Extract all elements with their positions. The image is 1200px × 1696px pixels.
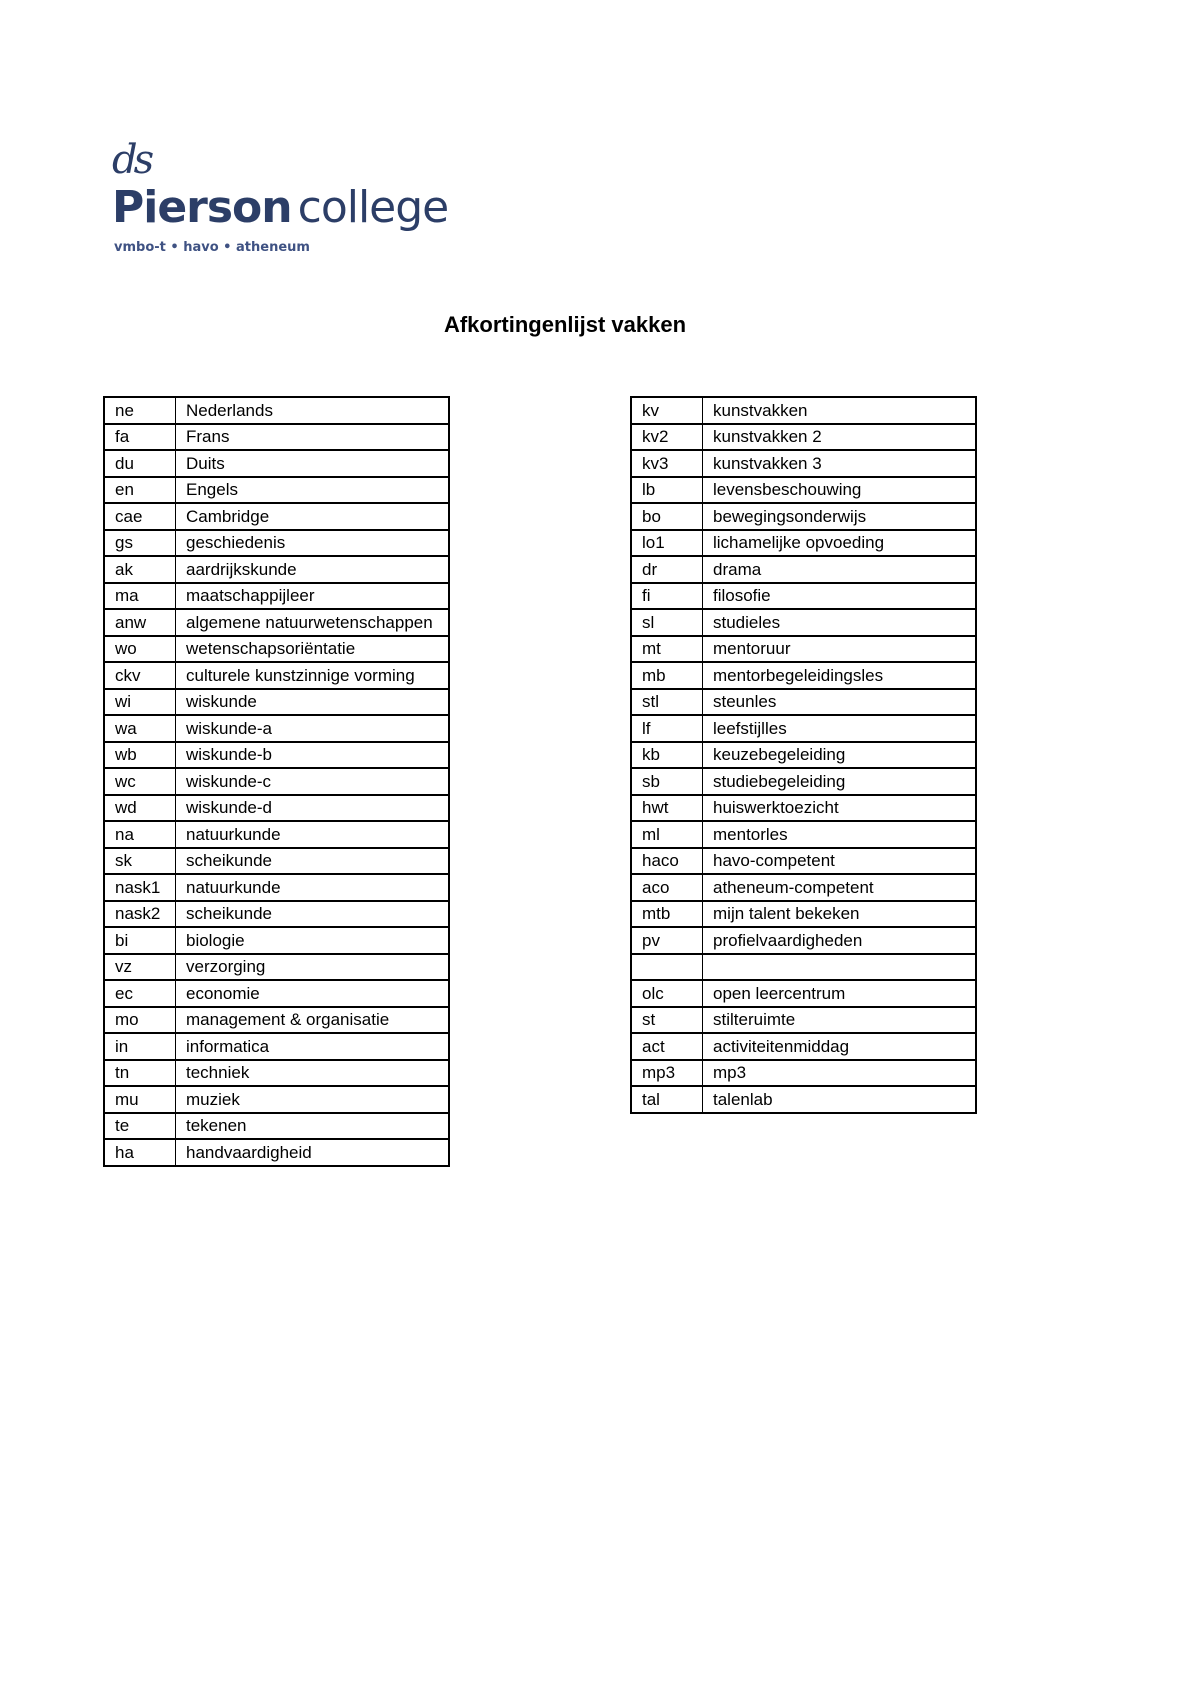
subject-name: verzorging bbox=[176, 954, 450, 981]
subject-name: Engels bbox=[176, 477, 450, 504]
table-row bbox=[104, 1086, 449, 1113]
abbreviation-code: wa bbox=[104, 715, 176, 742]
abbreviation-code: ckv bbox=[104, 662, 176, 689]
table-row bbox=[631, 583, 976, 610]
subject-name: culturele kunstzinnige vorming bbox=[176, 662, 450, 689]
table-row bbox=[631, 477, 976, 504]
subject-name: techniek bbox=[176, 1060, 450, 1087]
abbreviation-code: mb bbox=[631, 662, 703, 689]
table-row bbox=[104, 397, 449, 424]
table-row bbox=[631, 503, 976, 530]
table-row bbox=[104, 477, 449, 504]
table-row bbox=[104, 874, 449, 901]
subject-name: mentorbegeleidingsles bbox=[703, 662, 977, 689]
subject-name: open leercentrum bbox=[703, 980, 977, 1007]
abbreviation-code: kv2 bbox=[631, 424, 703, 451]
subject-name: maatschappijleer bbox=[176, 583, 450, 610]
table-row bbox=[631, 689, 976, 716]
logo-tagline: vmbo-t • havo • atheneum bbox=[114, 240, 310, 255]
table-row bbox=[631, 927, 976, 954]
subject-name: atheneum-competent bbox=[703, 874, 977, 901]
abbreviation-code: anw bbox=[104, 609, 176, 636]
subject-name: levensbeschouwing bbox=[703, 477, 977, 504]
table-row bbox=[104, 821, 449, 848]
abbreviation-code: kv3 bbox=[631, 450, 703, 477]
table-row bbox=[631, 980, 976, 1007]
subject-name: leefstijlles bbox=[703, 715, 977, 742]
subject-name: Cambridge bbox=[176, 503, 450, 530]
subject-name: activiteitenmiddag bbox=[703, 1033, 977, 1060]
subject-name: economie bbox=[176, 980, 450, 1007]
table-row bbox=[104, 980, 449, 1007]
table-row bbox=[104, 662, 449, 689]
abbreviation-code: tn bbox=[104, 1060, 176, 1087]
table-row bbox=[631, 662, 976, 689]
abbreviation-code: lf bbox=[631, 715, 703, 742]
abbreviation-code: ec bbox=[104, 980, 176, 1007]
abbreviation-code: mtb bbox=[631, 901, 703, 928]
subject-name: informatica bbox=[176, 1033, 450, 1060]
subject-name: havo-competent bbox=[703, 848, 977, 875]
abbreviation-table-left-body bbox=[104, 397, 449, 1166]
table-row bbox=[104, 556, 449, 583]
logo-monogram: ds bbox=[112, 137, 151, 183]
subject-name: drama bbox=[703, 556, 977, 583]
abbreviation-code: in bbox=[104, 1033, 176, 1060]
subject-name bbox=[703, 954, 977, 981]
subject-name: lichamelijke opvoeding bbox=[703, 530, 977, 557]
subject-name: Nederlands bbox=[176, 397, 450, 424]
subject-name: management & organisatie bbox=[176, 1007, 450, 1034]
table-row bbox=[104, 1139, 449, 1166]
table-row bbox=[631, 795, 976, 822]
subject-name: filosofie bbox=[703, 583, 977, 610]
abbreviation-code: act bbox=[631, 1033, 703, 1060]
subject-name: geschiedenis bbox=[176, 530, 450, 557]
subject-name: mentorles bbox=[703, 821, 977, 848]
abbreviation-code: ma bbox=[104, 583, 176, 610]
table-row bbox=[631, 556, 976, 583]
abbreviation-table-right-body bbox=[631, 397, 976, 1113]
table-row bbox=[104, 715, 449, 742]
table-row bbox=[631, 450, 976, 477]
abbreviation-code: wb bbox=[104, 742, 176, 769]
abbreviation-code: kb bbox=[631, 742, 703, 769]
subject-name: studieles bbox=[703, 609, 977, 636]
table-row bbox=[631, 768, 976, 795]
table-row bbox=[104, 901, 449, 928]
abbreviation-code: wo bbox=[104, 636, 176, 663]
table-row bbox=[104, 927, 449, 954]
subject-name: scheikunde bbox=[176, 848, 450, 875]
subject-name: mp3 bbox=[703, 1060, 977, 1087]
table-row bbox=[631, 530, 976, 557]
table-row bbox=[631, 821, 976, 848]
abbreviation-code: ml bbox=[631, 821, 703, 848]
abbreviation-code bbox=[631, 954, 703, 981]
table-row bbox=[631, 397, 976, 424]
abbreviation-code: hwt bbox=[631, 795, 703, 822]
abbreviation-code: fa bbox=[104, 424, 176, 451]
abbreviation-code: lo1 bbox=[631, 530, 703, 557]
subject-name: kunstvakken bbox=[703, 397, 977, 424]
subject-name: mijn talent bekeken bbox=[703, 901, 977, 928]
subject-name: kunstvakken 2 bbox=[703, 424, 977, 451]
table-row bbox=[631, 901, 976, 928]
table-row bbox=[104, 530, 449, 557]
abbreviation-code: lb bbox=[631, 477, 703, 504]
abbreviation-code: nask2 bbox=[104, 901, 176, 928]
abbreviation-table-left bbox=[103, 396, 450, 1167]
table-row bbox=[104, 742, 449, 769]
subject-name: biologie bbox=[176, 927, 450, 954]
school-logo bbox=[112, 137, 472, 260]
abbreviation-code: dr bbox=[631, 556, 703, 583]
abbreviation-code: aco bbox=[631, 874, 703, 901]
table-row bbox=[104, 1033, 449, 1060]
abbreviation-code: mu bbox=[104, 1086, 176, 1113]
subject-name: aardrijkskunde bbox=[176, 556, 450, 583]
subject-name: scheikunde bbox=[176, 901, 450, 928]
table-row bbox=[104, 848, 449, 875]
abbreviation-code: wd bbox=[104, 795, 176, 822]
table-row bbox=[104, 450, 449, 477]
subject-name: steunles bbox=[703, 689, 977, 716]
abbreviation-code: vz bbox=[104, 954, 176, 981]
table-row bbox=[104, 795, 449, 822]
subject-name: wiskunde bbox=[176, 689, 450, 716]
subject-name: kunstvakken 3 bbox=[703, 450, 977, 477]
abbreviation-code: cae bbox=[104, 503, 176, 530]
table-row bbox=[631, 1060, 976, 1087]
abbreviation-code: ak bbox=[104, 556, 176, 583]
subject-name: tekenen bbox=[176, 1113, 450, 1140]
abbreviation-code: sb bbox=[631, 768, 703, 795]
abbreviation-code: haco bbox=[631, 848, 703, 875]
abbreviation-code: st bbox=[631, 1007, 703, 1034]
subject-name: wiskunde-c bbox=[176, 768, 450, 795]
subject-name: mentoruur bbox=[703, 636, 977, 663]
subject-name: studiebegeleiding bbox=[703, 768, 977, 795]
table-row bbox=[631, 1033, 976, 1060]
table-row bbox=[104, 1113, 449, 1140]
abbreviation-code: mp3 bbox=[631, 1060, 703, 1087]
abbreviation-code: sk bbox=[104, 848, 176, 875]
abbreviation-code: te bbox=[104, 1113, 176, 1140]
subject-name: natuurkunde bbox=[176, 874, 450, 901]
subject-name: natuurkunde bbox=[176, 821, 450, 848]
table-row bbox=[104, 609, 449, 636]
abbreviation-code: fi bbox=[631, 583, 703, 610]
subject-name: wiskunde-a bbox=[176, 715, 450, 742]
table-row bbox=[104, 954, 449, 981]
subject-name: algemene natuurwetenschappen bbox=[176, 609, 450, 636]
abbreviation-code: olc bbox=[631, 980, 703, 1007]
abbreviation-code: kv bbox=[631, 397, 703, 424]
abbreviation-code: mo bbox=[104, 1007, 176, 1034]
abbreviation-code: gs bbox=[104, 530, 176, 557]
subject-name: Frans bbox=[176, 424, 450, 451]
subject-name: huiswerktoezicht bbox=[703, 795, 977, 822]
table-row bbox=[631, 848, 976, 875]
table-row bbox=[104, 689, 449, 716]
subject-name: stilteruimte bbox=[703, 1007, 977, 1034]
abbreviation-code: du bbox=[104, 450, 176, 477]
table-row bbox=[631, 954, 976, 981]
logo-name-light: college bbox=[297, 182, 449, 233]
table-row bbox=[104, 636, 449, 663]
abbreviation-code: sl bbox=[631, 609, 703, 636]
table-row bbox=[631, 609, 976, 636]
subject-name: wiskunde-b bbox=[176, 742, 450, 769]
subject-name: bewegingsonderwijs bbox=[703, 503, 977, 530]
document-title: Afkortingenlijst vakken bbox=[443, 312, 687, 337]
abbreviation-code: wi bbox=[104, 689, 176, 716]
table-row bbox=[104, 1060, 449, 1087]
table-row bbox=[631, 424, 976, 451]
abbreviation-table-right bbox=[630, 396, 977, 1114]
abbreviation-code: ha bbox=[104, 1139, 176, 1166]
table-row bbox=[631, 874, 976, 901]
table-row bbox=[104, 768, 449, 795]
table-row bbox=[631, 1086, 976, 1113]
subject-name: muziek bbox=[176, 1086, 450, 1113]
table-row bbox=[631, 1007, 976, 1034]
abbreviation-code: stl bbox=[631, 689, 703, 716]
table-row bbox=[631, 715, 976, 742]
abbreviation-code: nask1 bbox=[104, 874, 176, 901]
subject-name: handvaardigheid bbox=[176, 1139, 450, 1166]
table-row bbox=[104, 583, 449, 610]
abbreviation-code: tal bbox=[631, 1086, 703, 1113]
subject-name: wiskunde-d bbox=[176, 795, 450, 822]
logo-name-bold: Pierson bbox=[112, 182, 292, 233]
subject-name: wetenschapsoriëntatie bbox=[176, 636, 450, 663]
abbreviation-code: wc bbox=[104, 768, 176, 795]
table-row bbox=[104, 503, 449, 530]
table-row bbox=[104, 1007, 449, 1034]
abbreviation-code: mt bbox=[631, 636, 703, 663]
table-row bbox=[631, 742, 976, 769]
abbreviation-code: pv bbox=[631, 927, 703, 954]
abbreviation-code: bi bbox=[104, 927, 176, 954]
table-row bbox=[631, 636, 976, 663]
subject-name: profielvaardigheden bbox=[703, 927, 977, 954]
subject-name: Duits bbox=[176, 450, 450, 477]
abbreviation-code: bo bbox=[631, 503, 703, 530]
table-row bbox=[104, 424, 449, 451]
subject-name: talenlab bbox=[703, 1086, 977, 1113]
abbreviation-code: na bbox=[104, 821, 176, 848]
abbreviation-code: ne bbox=[104, 397, 176, 424]
subject-name: keuzebegeleiding bbox=[703, 742, 977, 769]
logo-school-name bbox=[112, 180, 448, 246]
abbreviation-code: en bbox=[104, 477, 176, 504]
